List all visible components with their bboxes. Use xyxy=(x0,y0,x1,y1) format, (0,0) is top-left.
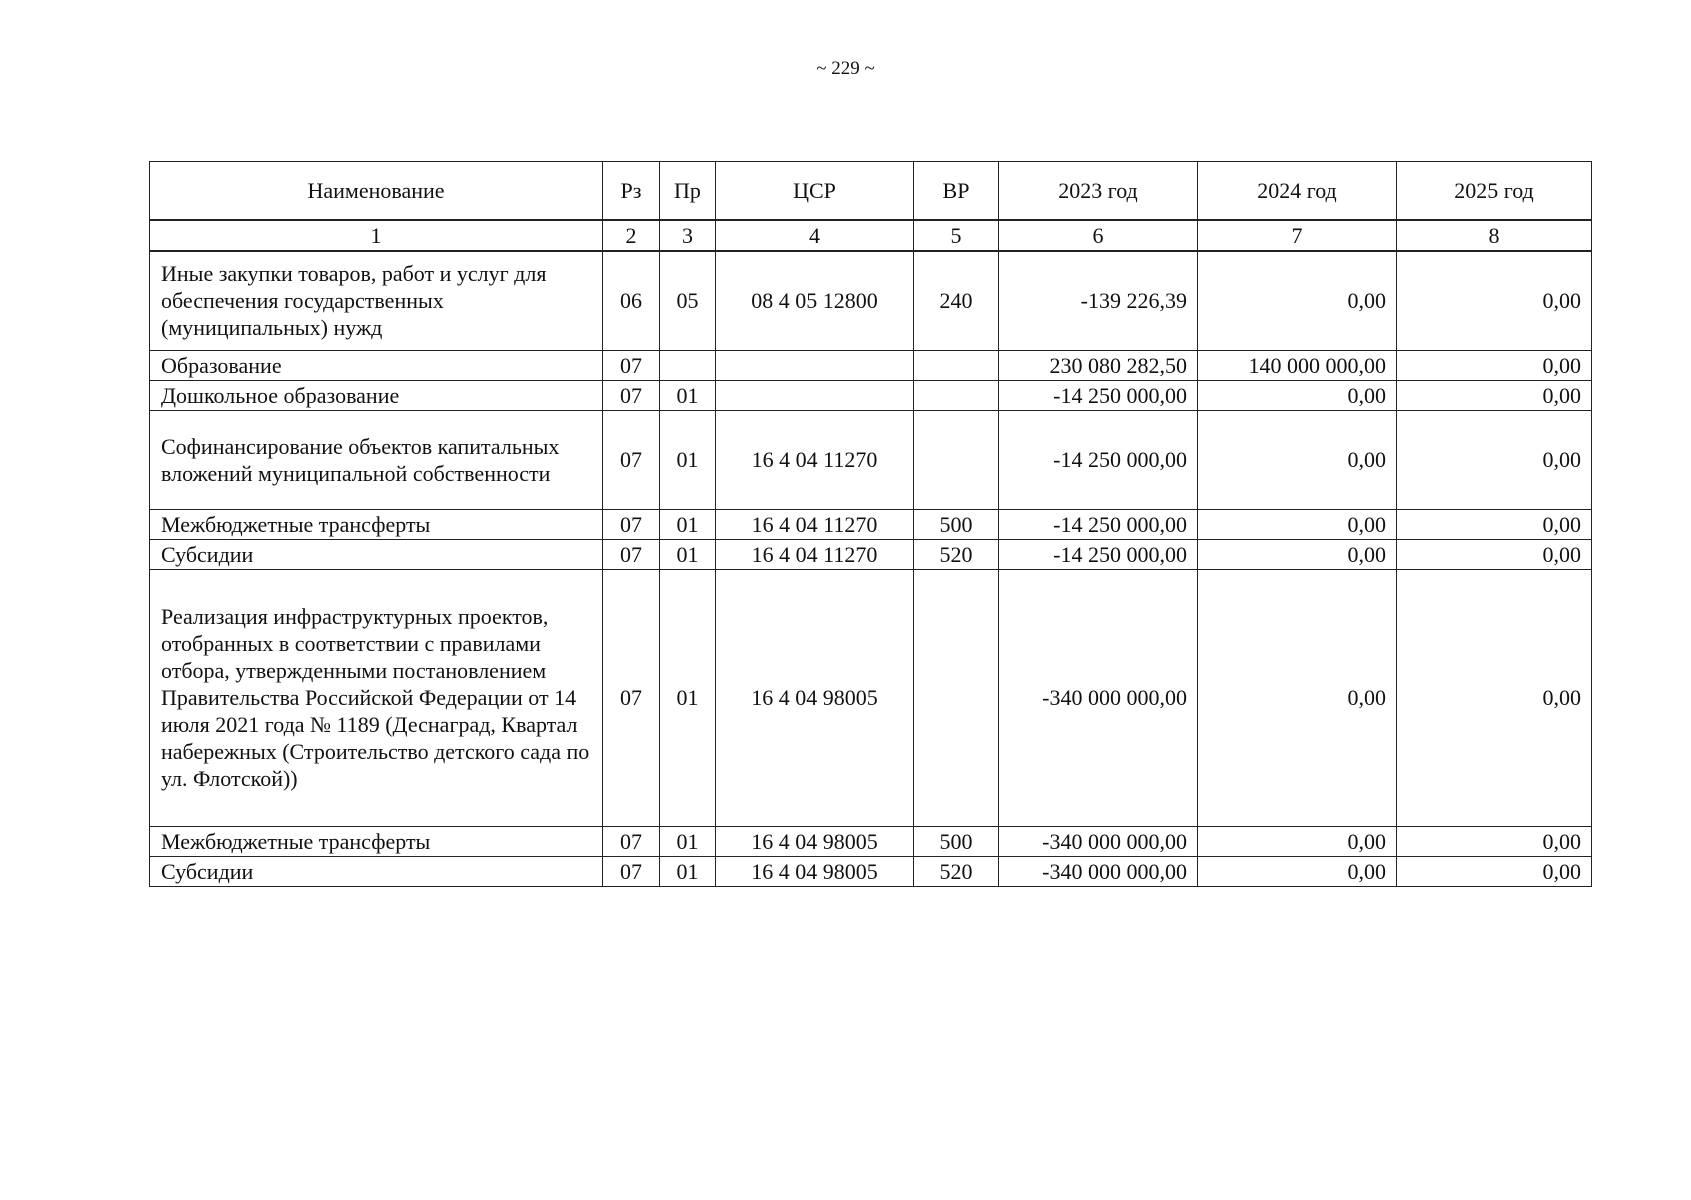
header-vr: ВР xyxy=(914,162,999,221)
row-2024: 0,00 xyxy=(1198,826,1397,856)
row-2024: 140 000 000,00 xyxy=(1198,350,1397,380)
row-2025: 0,00 xyxy=(1397,509,1592,539)
row-rz: 07 xyxy=(603,539,660,569)
row-2024: 0,00 xyxy=(1198,380,1397,410)
row-2023: -340 000 000,00 xyxy=(999,826,1198,856)
row-csr xyxy=(716,380,914,410)
budget-table xyxy=(149,161,1592,887)
row-2024: 0,00 xyxy=(1198,509,1397,539)
row-name: Межбюджетные трансферты xyxy=(150,826,603,856)
row-2023: -14 250 000,00 xyxy=(999,380,1198,410)
row-2025: 0,00 xyxy=(1397,539,1592,569)
row-2025: 0,00 xyxy=(1397,856,1592,886)
row-vr xyxy=(914,410,999,509)
column-number-row xyxy=(150,220,1592,251)
row-pr xyxy=(660,350,716,380)
row-vr xyxy=(914,380,999,410)
row-2023: -340 000 000,00 xyxy=(999,856,1198,886)
row-2023: -14 250 000,00 xyxy=(999,509,1198,539)
header-2024: 2024 год xyxy=(1198,162,1397,221)
row-name: Субсидии xyxy=(150,856,603,886)
row-2025: 0,00 xyxy=(1397,251,1592,350)
header-csr: ЦСР xyxy=(716,162,914,221)
row-csr: 16 4 04 98005 xyxy=(716,826,914,856)
row-2024: 0,00 xyxy=(1198,539,1397,569)
row-vr: 520 xyxy=(914,539,999,569)
row-csr: 16 4 04 11270 xyxy=(716,539,914,569)
table-row xyxy=(150,539,1592,569)
column-number: 8 xyxy=(1397,220,1592,251)
row-rz: 07 xyxy=(603,509,660,539)
row-vr xyxy=(914,569,999,826)
row-2024: 0,00 xyxy=(1198,251,1397,350)
row-pr: 01 xyxy=(660,380,716,410)
column-number: 3 xyxy=(660,220,716,251)
row-2023: -14 250 000,00 xyxy=(999,410,1198,509)
row-vr: 500 xyxy=(914,509,999,539)
column-number: 7 xyxy=(1198,220,1397,251)
table-row xyxy=(150,509,1592,539)
column-number: 4 xyxy=(716,220,914,251)
row-csr: 16 4 04 11270 xyxy=(716,410,914,509)
table-row xyxy=(150,251,1592,350)
row-pr: 01 xyxy=(660,569,716,826)
row-rz: 07 xyxy=(603,826,660,856)
row-vr: 240 xyxy=(914,251,999,350)
row-2024: 0,00 xyxy=(1198,569,1397,826)
row-pr: 01 xyxy=(660,509,716,539)
row-name: Иные закупки товаров, работ и услуг для обеспечения государственных (муниципальных) нужд xyxy=(150,251,603,350)
column-number: 5 xyxy=(914,220,999,251)
row-pr: 01 xyxy=(660,539,716,569)
row-2025: 0,00 xyxy=(1397,380,1592,410)
row-name: Дошкольное образование xyxy=(150,380,603,410)
row-2023: -14 250 000,00 xyxy=(999,539,1198,569)
row-2023: -139 226,39 xyxy=(999,251,1198,350)
table-row xyxy=(150,856,1592,886)
header-2023: 2023 год xyxy=(999,162,1198,221)
row-csr: 08 4 05 12800 xyxy=(716,251,914,350)
row-csr: 16 4 04 11270 xyxy=(716,509,914,539)
column-number: 2 xyxy=(603,220,660,251)
row-2023: -340 000 000,00 xyxy=(999,569,1198,826)
row-pr: 01 xyxy=(660,856,716,886)
row-2024: 0,00 xyxy=(1198,410,1397,509)
row-name: Софинансирование объектов капитальных вложений муниципальной собственности xyxy=(150,410,603,509)
row-rz: 07 xyxy=(603,856,660,886)
row-vr: 520 xyxy=(914,856,999,886)
row-rz: 07 xyxy=(603,410,660,509)
row-rz: 07 xyxy=(603,569,660,826)
row-2025: 0,00 xyxy=(1397,350,1592,380)
row-rz: 07 xyxy=(603,350,660,380)
row-rz: 07 xyxy=(603,380,660,410)
table-row xyxy=(150,350,1592,380)
row-name: Межбюджетные трансферты xyxy=(150,509,603,539)
row-2025: 0,00 xyxy=(1397,410,1592,509)
row-name: Субсидии xyxy=(150,539,603,569)
row-pr: 01 xyxy=(660,826,716,856)
header-name: Наименование xyxy=(150,162,603,221)
column-number: 6 xyxy=(999,220,1198,251)
header-row xyxy=(150,162,1592,221)
table-row xyxy=(150,380,1592,410)
header-rz: Рз xyxy=(603,162,660,221)
row-csr: 16 4 04 98005 xyxy=(716,856,914,886)
row-2025: 0,00 xyxy=(1397,826,1592,856)
header-pr: Пр xyxy=(660,162,716,221)
column-number: 1 xyxy=(150,220,603,251)
table-row xyxy=(150,826,1592,856)
row-vr: 500 xyxy=(914,826,999,856)
row-csr xyxy=(716,350,914,380)
row-2024: 0,00 xyxy=(1198,856,1397,886)
row-pr: 01 xyxy=(660,410,716,509)
row-2023: 230 080 282,50 xyxy=(999,350,1198,380)
row-rz: 06 xyxy=(603,251,660,350)
page-number: ~ 229 ~ xyxy=(816,58,875,79)
table-row xyxy=(150,569,1592,826)
table-row xyxy=(150,410,1592,509)
row-name: Реализация инфраструктурных проектов, отобранных в соответствии с правилами отбора, утвержденными постановлением Правительства Российской Федерации от 14 июля 2021 года № 1189 (Деснаград, Квартал набережных (Строительство детского сада по ул. Флотской)) xyxy=(150,569,603,826)
row-2025: 0,00 xyxy=(1397,569,1592,826)
row-name: Образование xyxy=(150,350,603,380)
row-csr: 16 4 04 98005 xyxy=(716,569,914,826)
header-2025: 2025 год xyxy=(1397,162,1592,221)
row-pr: 05 xyxy=(660,251,716,350)
row-vr xyxy=(914,350,999,380)
